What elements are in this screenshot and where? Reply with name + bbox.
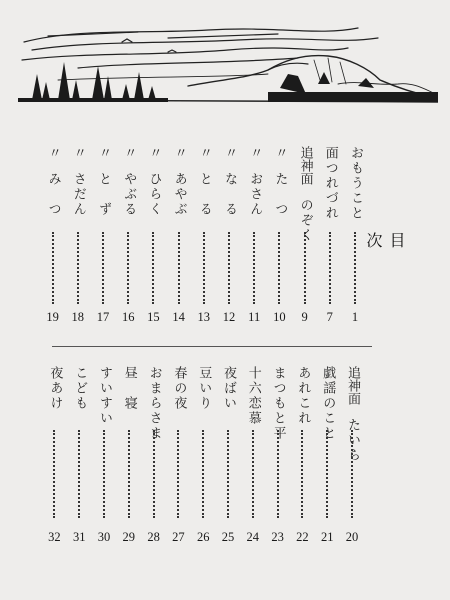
leader-dots [326,430,330,518]
toc-entry-title: 昼 寝 [121,366,137,411]
toc-entry-title: たいら [345,418,360,463]
toc-page-number: 25 [221,530,235,544]
toc-page-number: 20 [345,530,359,544]
toc-entry-title: と る [196,172,212,217]
toc-entry-prefix: 〃 [222,146,237,159]
toc-entry-title: おもうこと [348,146,363,221]
leader-dots [354,232,358,304]
leader-dots [177,430,181,518]
leader-dots [202,430,206,518]
toc-heading: 目 次 [364,232,406,412]
leader-dots [301,430,305,518]
toc-page-number: 13 [197,310,211,324]
toc-entry-title: み つ [45,172,61,217]
toc-page-number: 24 [246,530,260,544]
toc-entry-prefix: 〃 [70,146,86,159]
toc-page-number: 7 [326,310,333,324]
leader-dots [52,232,56,304]
toc-entry-title: あれこれ [295,366,311,426]
leader-dots [351,430,355,518]
toc-page-number: 12 [222,310,236,324]
toc-entry-prefix: 〃 [146,146,162,159]
leader-dots [102,232,106,304]
toc-entry-title: た つ [272,172,288,217]
toc-page-number: 18 [71,310,85,324]
toc-entry-title: あやぶ [171,172,187,217]
toc-entry-title: 豆いり [196,366,212,411]
toc-entry-title: すいすい [97,366,112,426]
toc-entry-prefix: 〃 [171,146,187,159]
toc-page-number: 16 [121,310,135,324]
toc-entry-title: やぶる [121,172,137,217]
landscape-illustration [18,14,438,114]
toc-page-number: 26 [196,530,210,544]
toc-page-number: 14 [172,310,185,324]
toc-entry-title: 面つれづれ [322,146,338,221]
leader-dots [228,232,232,304]
toc-entry-title: 十六恋慕 [245,366,261,426]
toc-page-number: 15 [147,310,160,324]
leader-dots [53,430,57,518]
toc-entry-title: 春の夜 [171,366,187,411]
toc-page-number: 10 [273,310,286,324]
toc-page-number: 27 [172,530,185,544]
toc-entry-title: と ず [96,172,111,217]
leader-dots [178,232,182,304]
toc-page-number: 28 [147,530,160,544]
toc-page-number: 32 [48,530,61,544]
leader-dots [329,232,333,304]
toc-entry-title: 夜あけ [47,366,63,411]
toc-entry-prefix: 〃 [196,146,212,159]
leader-dots [127,232,131,304]
leader-dots [153,430,157,518]
leader-dots [277,430,281,518]
toc-page-number: 17 [96,310,110,324]
toc-entry-prefix: 〃 [121,146,137,159]
toc-entry-title: ひらく [146,172,162,217]
toc-page-number: 11 [248,310,261,324]
toc-page-number: 9 [301,310,308,324]
toc-entry-prefix: 追神面 [297,146,313,185]
leader-dots [252,430,256,518]
toc-page-number: 31 [72,530,86,544]
leader-dots [78,430,82,518]
toc-entry-title: な る [222,172,237,217]
toc-entry-title: こども [72,366,88,411]
toc-entry-title: おさん [247,172,263,217]
toc-page-number: 1 [351,310,359,324]
toc-entry-title: 戯謡のこと [320,366,336,441]
toc-page-number: 30 [97,530,111,544]
toc-entry-title: 夜ばい [221,366,236,411]
toc-page-number: 22 [296,530,309,544]
toc-entry-title: まつもと平 [270,366,286,441]
toc-page-number: 29 [122,530,136,544]
toc-entry-title: さだん [70,172,86,217]
leader-dots [77,232,81,304]
leader-dots [227,430,231,518]
toc-entry-prefix: 〃 [272,146,288,159]
leader-dots [103,430,107,518]
toc-page-number: 21 [320,530,334,544]
leader-dots [152,232,156,304]
leader-dots [203,232,207,304]
toc-page-number: 23 [271,530,284,544]
leader-dots [304,232,308,304]
section-divider [52,346,372,347]
toc-entry-prefix: 追神面 [345,366,360,405]
leader-dots [253,232,257,304]
toc-entry-prefix: 〃 [96,146,111,159]
toc-entry-prefix: 〃 [45,146,61,159]
toc-entry-title: おまらさま [146,366,162,441]
leader-dots [128,430,132,518]
leader-dots [278,232,282,304]
toc-entry-title: のぞく [297,198,313,243]
toc-entry-prefix: 〃 [247,146,263,159]
toc-page-number: 19 [46,310,59,324]
